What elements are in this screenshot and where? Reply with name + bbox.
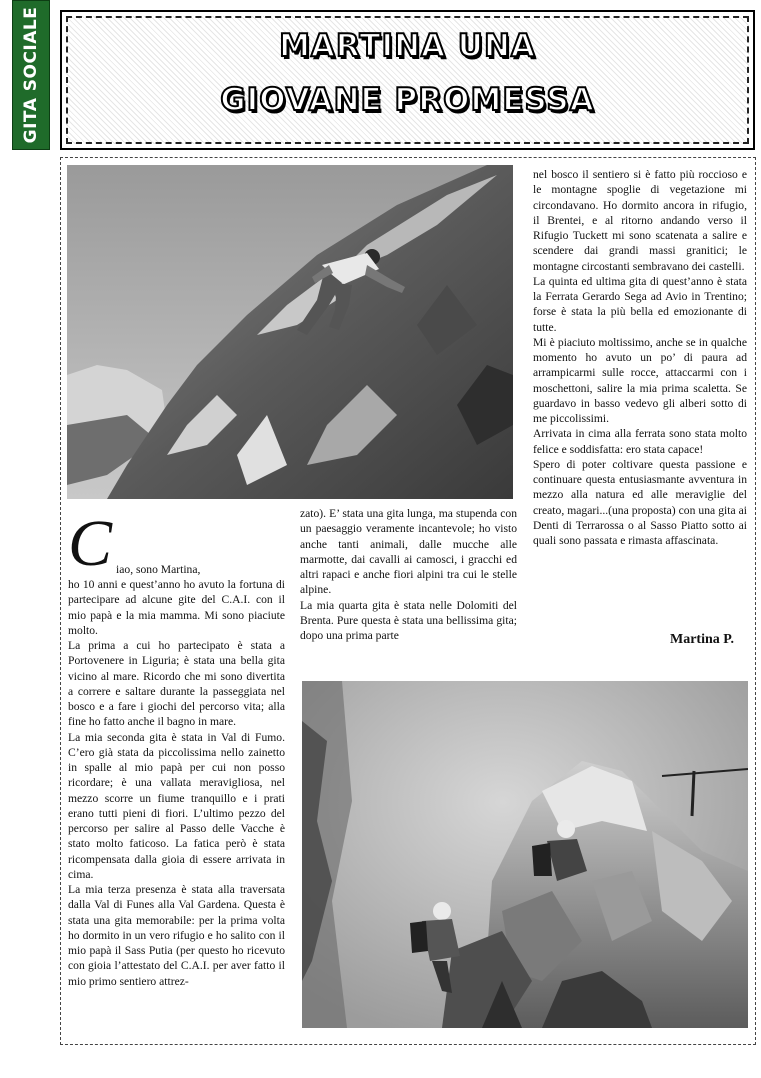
article-column-3 (533, 167, 747, 548)
paragraph-7: La mia quarta gita è stata nelle Dolomiti del Brenta. Pure questa è stata una bellissima gita; dopo una prima parte (300, 598, 517, 642)
ferrata-photo-image (302, 681, 748, 1028)
title-line-2: GIOVANE PROMESSA (220, 82, 595, 118)
author-signature: Martina P. (670, 632, 735, 647)
paragraph-6: zato). E’ stata una gita lunga, ma stupenda con un paesaggio veramente incantevole; ho visto anche tanti animali, dalle mucche alle marmotte, dai cavalli ai camosci, i gracchi ed altri rapaci e anche fiori alpini tra cui le stelle alpine. (300, 507, 517, 597)
paragraph-2: ho 10 anni e quest’anno ho avuto la fortuna di partecipare ad alcune gite del C.A.I. con il mio papà e la mia mamma. Mi sono piaciute molto. (68, 578, 285, 637)
title-line-1: MARTINA UNA (279, 28, 536, 64)
dropcap-letter: C (68, 507, 113, 580)
paragraph-10: Mi è piaciuto moltissimo, anche se in qualche momento ho avuto un po’ di paura ad arrampicarmi sulle rocce, attaccarmi con i moschettoni, salire la mia prima scaletta. Se guardavo in basso vedevo gli alberi sotto di me piccolissimi. (533, 335, 747, 425)
paragraph-12: Spero di poter coltivare questa passione e continuare questa entusiasmante avventura in mezzo alla natura ed alle meraviglie del creato, magari...(una proposta) con una gita ai Denti di Terrarossa o al Sasso Piatto sotto ai quali sono passata e rimasta affascinata. (533, 457, 747, 547)
climbing-photo-image (67, 165, 513, 499)
ferrata-photo (302, 681, 748, 1028)
paragraph-1 (68, 506, 285, 580)
title-banner (60, 10, 755, 150)
paragraph-8: nel bosco il sentiero si è fatto più roccioso e le montagne spoglie di vegetazione mi circondavano. Ho dormito ancora in rifugio, il Brentei, e al ritorno andando verso il Rifugio Tuckett mi sono scatenata a salire e scendere dai grandi massi granitici; le montagne circostanti sembravano dei castelli. (533, 168, 747, 273)
paragraph-11: Arrivata in cima alla ferrata sono stata molto felice e soddisfatta: ero stata capace! (533, 427, 747, 456)
climbing-photo (67, 165, 513, 499)
paragraph-3: La prima a cui ho partecipato è stata a Portovenere in Liguria; è stata una bella gita vicino al mare. Ricordo che mi sono divertita a correre e saltare durante la passeggiata nel bosco e a fare i giochi del percorso vita; alla fine ho fatto anche il bagno in mare. (68, 639, 285, 729)
section-tab-label: GITA SOCIALE (21, 6, 41, 144)
section-tab (12, 0, 50, 150)
article-column-2 (300, 506, 517, 643)
article-column-1 (68, 506, 285, 989)
paragraph-9: La quinta ed ultima gita di quest’anno è stata la Ferrata Gerardo Sega ad Avio in Trentino; forse è stata la più bella ed emozionante di tutte. (533, 274, 747, 334)
greeting-text: iao, sono Martina, (116, 562, 201, 576)
paragraph-4: La mia seconda gita è stata in Val di Fumo. C’ero già stata da piccolissima nello zainetto in spalle al mio papà per cui non posso ricordare; è una vallata meravigliosa, nel mezzo scorre un fiume tranquillo e i prati erano tutti pieni di fiori. L’ultimo pezzo del percorso per salire al Passo delle Vacche è stato molto faticoso. La fatica però è stata ricompensata dalla gioia di essere arrivata in cima. (68, 730, 285, 881)
paragraph-5: La mia terza presenza è stata alla traversata dalla Val di Funes alla Val Gardena. Questa è stata una gita memorabile: per la prima volta ho dormito in un vero rifugio e ho salito con il mio papà il Sass Putia (per questo ho ricevuto con gioia l’attestato del C.A.I. per aver fatto il mio primo sentiero attrez- (68, 883, 285, 988)
